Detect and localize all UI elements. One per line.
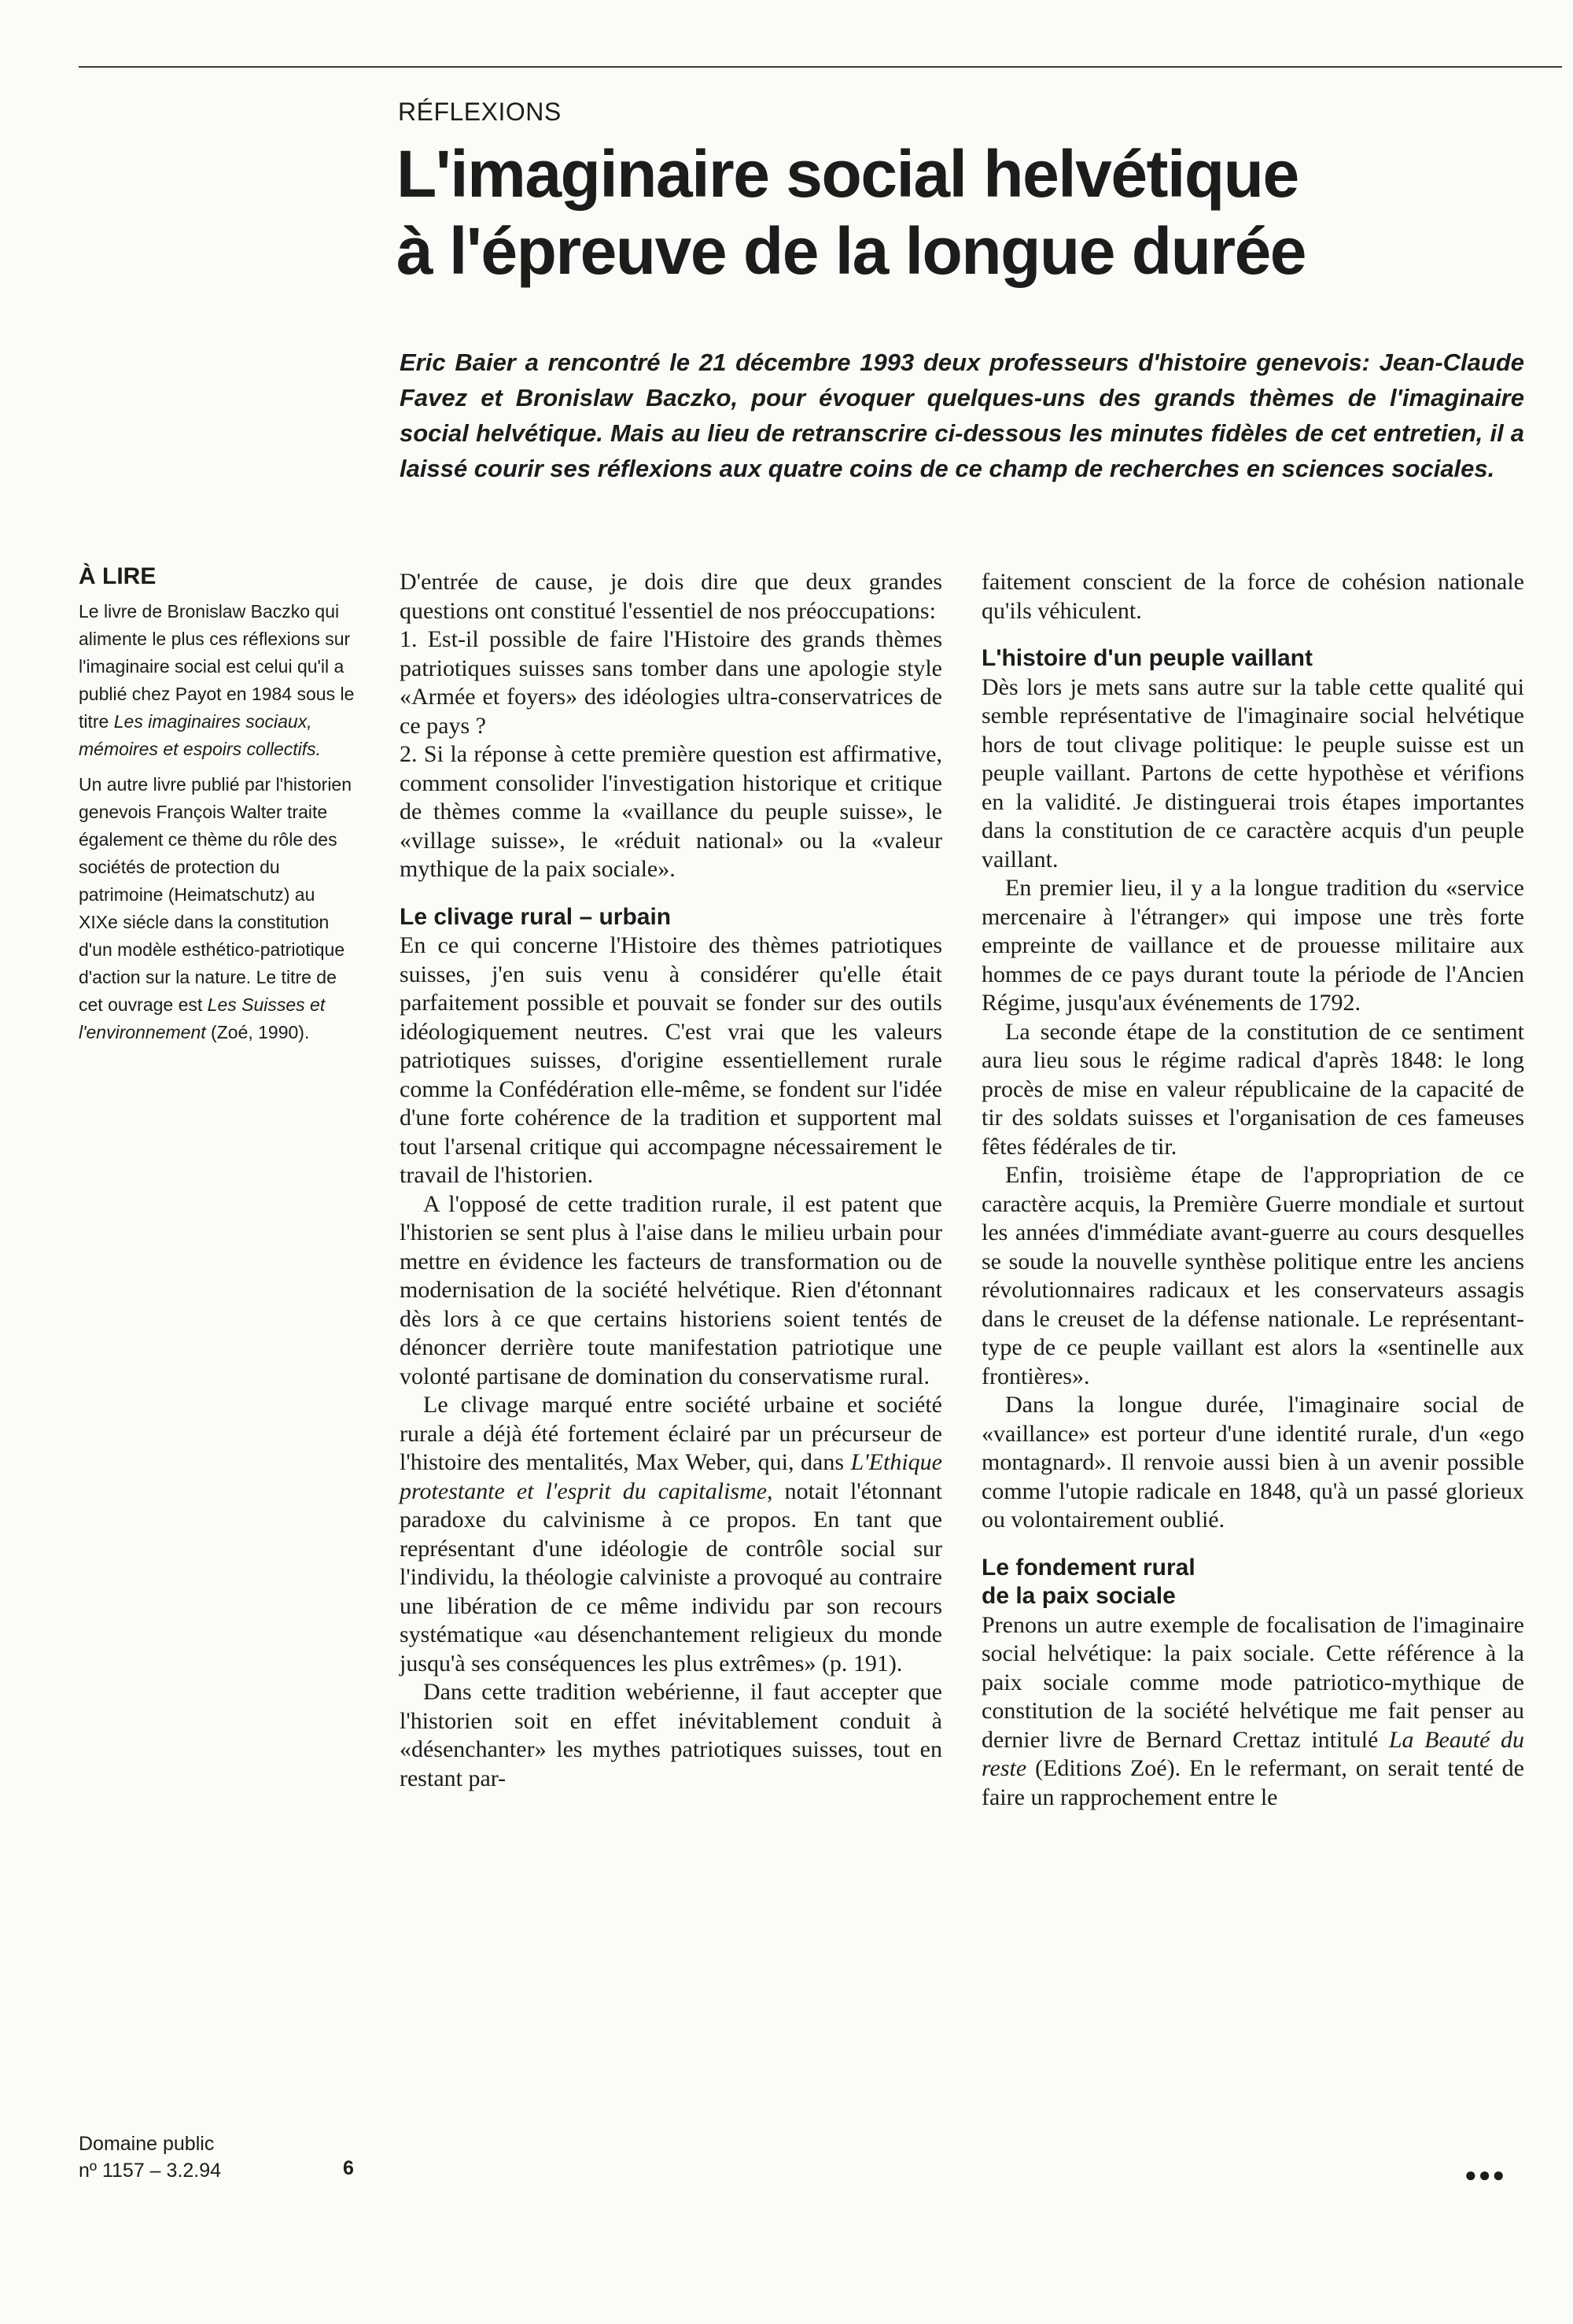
paragraph-text: notait l'étonnant paradoxe du calvinisme à ce propos. En tant que représentant d'une idéologie de contrôle social sur l'individu, la théologie calviniste a provoqué au contraire une libération de ce même individu par son recours systématique «au désenchantement religieux du monde jusqu'à ses conséquences les plus extrêmes» (p. 191). [400, 1477, 942, 1677]
paragraph-text: Le clivage marqué entre société urbaine et société rurale a déjà été fortement éclairé par un précurseur de l'histoire des mentalités, Max Weber, qui, dans [400, 1392, 942, 1475]
publication-name: Domaine public [79, 2133, 215, 2155]
book-title: La Beauté du reste [982, 1726, 1524, 1781]
paragraph: Dès lors je mets sans autre sur la table cette qualité qui semble représentative de l'imaginaire social helvétique hors de tout clivage politique: le peuple suisse est un peuple vaillant. Partons de cette hypothèse et vérifions en la validité. Je distinguerai trois étapes importantes dans la constitution de ce caractère acquis d'un peuple vaillant. [982, 673, 1524, 872]
paragraph [400, 1391, 942, 1678]
paragraph: En premier lieu, il y a la longue tradition du «service mercenaire à l'étranger» qui impose une très forte empreinte de vaillance et de prouesse militaire aux hommes de ce pays durant toute la période de l'Ancien Régime, jusqu'aux événements de 1792. [982, 875, 1524, 1016]
title-line-2: à l'épreuve de la longue durée [396, 214, 1306, 288]
question-2: 2. Si la réponse à cette première question est affirmative, comment consolider l'investigation historique et critique de thèmes comme la «vaillance du peuple suisse», le «village suisse», le «réduit national» ou la «valeur mythique de la paix sociale». [400, 741, 942, 882]
paragraph: Enfin, troisième étape de l'appropriation de ce caractère acquis, la Première Guerre mondiale et surtout les années d'immédiate avant-guerre au cours desquelles se soude la nouvelle synthèse politique entre les anciens révolutionnaires radicaux et les conservateurs assagis dans le creuset de la défense nationale. Le représentant-type de ce peuple vaillant est alors la «sentinelle aux frontières». [982, 1162, 1524, 1389]
header-rule [79, 66, 1562, 68]
subheading-line-1: Le fondement rural [982, 1554, 1195, 1581]
section-kicker: RÉFLEXIONS [398, 98, 562, 126]
sidebar-text: Un autre livre publié par l'historien genevois François Walter traite également ce thème du rôle des sociétés de protection du patrimoine (Heimatschutz) au XIXe siécle dans la constitution d'un modèle esthético-patriotique d'action sur la nature. Le titre de cet ouvrage est [79, 774, 352, 1015]
body-column-1 [400, 568, 942, 1793]
subheading-line-2: de la paix sociale [982, 1583, 1176, 1609]
subheading: Le clivage rural – urbain [400, 903, 672, 930]
sidebar-heading: À LIRE [79, 563, 157, 589]
paragraph-text: (Editions Zoé). En le refermant, on serait tenté de faire un rapprochement entre le [982, 1755, 1524, 1810]
sidebar-text: Le livre de Bronislaw Baczko qui alimente le plus ces réflexions sur l'imaginaire social est celui qu'il a publié chez Payot en 1984 sous le titre [79, 601, 355, 732]
question-1: 1. Est-il possible de faire l'Histoire des grands thèmes patriotiques suisses sans tomber dans une apologie style «Armée et foyers» des idéologies ultra-conservatrices de ce pays ? [400, 626, 942, 739]
book-title: L'Ethique protestante et l'esprit du capitalisme, [400, 1449, 942, 1504]
subheading [982, 1554, 1524, 1611]
paragraph: faitement conscient de la force de cohésion nationale qu'ils véhiculent. [982, 569, 1524, 624]
paragraph [982, 1611, 1524, 1813]
title-line-1: L'imaginaire social helvétique [396, 137, 1299, 211]
page-number: 6 [343, 2157, 354, 2179]
sidebar-paragraph-2 [79, 771, 355, 1046]
sidebar-text: (Zoé, 1990). [205, 1022, 310, 1042]
book-title: Les imaginaires sociaux, mémoires et espoirs collectifs. [79, 711, 322, 759]
body-column-2 [982, 568, 1524, 1812]
paragraph-text: Prenons un autre exemple de focalisation de l'imaginaire social helvétique: la paix sociale. Cette référence à la paix sociale comme mode patriotico-mythique de constitution de la société helvétique me fait penser au dernier livre de Bernard Crettaz intitulé [982, 1611, 1524, 1753]
subheading: L'histoire d'un peuple vaillant [982, 645, 1313, 671]
paragraph: La seconde étape de la constitution de ce sentiment aura lieu sous le régime radical d'après 1848: le long procès de mise en valeur républicaine de la capacité de tir des soldats suisses et l'organisation de ces fameuses fêtes fédérales de tir. [982, 1018, 1524, 1160]
article-title [396, 135, 1545, 290]
sidebar-reading [79, 563, 355, 1054]
paragraph: Dans cette tradition webérienne, il faut accepter que l'historien soit en effet inévitablement conduit à «désenchanter» les mythes patriotiques suisses, tout en restant par- [400, 1679, 942, 1791]
book-title: Les Suisses et l'environnement [79, 994, 326, 1042]
paragraph: A l'opposé de cette tradition rurale, il est patent que l'historien se sent plus à l'aise dans le milieu urbain pour mettre en évidence les facteurs de transformation ou de modernisation de la société helvétique. Rien d'étonnant dès lors à ce que certains historiens soient tentés de dénoncer derrière toute manifestation patriotique une volonté partisane de domination du conservatisme rural. [400, 1190, 942, 1389]
paragraph: D'entrée de cause, je dois dire que deux grandes questions ont constitué l'essentiel de nos préoccupations: [400, 569, 942, 624]
publication-info [79, 2130, 362, 2184]
article-lead: Eric Baier a rencontré le 21 décembre 1993 deux professeurs d'histoire genevois: Jean-Claude Favez et Bronislaw Baczko, pour évoquer quelques-uns des grands thèmes de l'imaginaire social helvétique. Mais au lieu de retranscrire ci-dessous les minutes fidèles de cet entretien, il a laissé courir ses réflexions aux quatre coins de ce champ de recherches en sciences sociales. [400, 349, 1524, 482]
paragraph: En ce qui concerne l'Histoire des thèmes patriotiques suisses, j'en suis venu à considérer qu'elle était parfaitement possible et pouvait se fonder sur des outils idéologiquement neutres. C'est vrai que les valeurs patriotiques suisses, d'origine essentiellement rurale comme la Confédération elle-même, se fondent sur l'idée d'une forte cohérence de la tradition et supportent mal tout l'arsenal critique qui accompagne nécessairement le travail de l'historien. [400, 932, 942, 1188]
issue-number: nº 1157 – 3.2.94 [79, 2160, 222, 2182]
paragraph: Dans la longue durée, l'imaginaire social de «vaillance» est porteur d'une identité rurale, d'un «ego montagnard». Il renvoie aussi bien à un avenir possible comme l'utopie radicale en 1848, qu'à un passé glorieux ou volontairement oublié. [982, 1392, 1524, 1533]
continued-marker: ●●● [1464, 2164, 1507, 2186]
sidebar-paragraph-1 [79, 598, 355, 763]
